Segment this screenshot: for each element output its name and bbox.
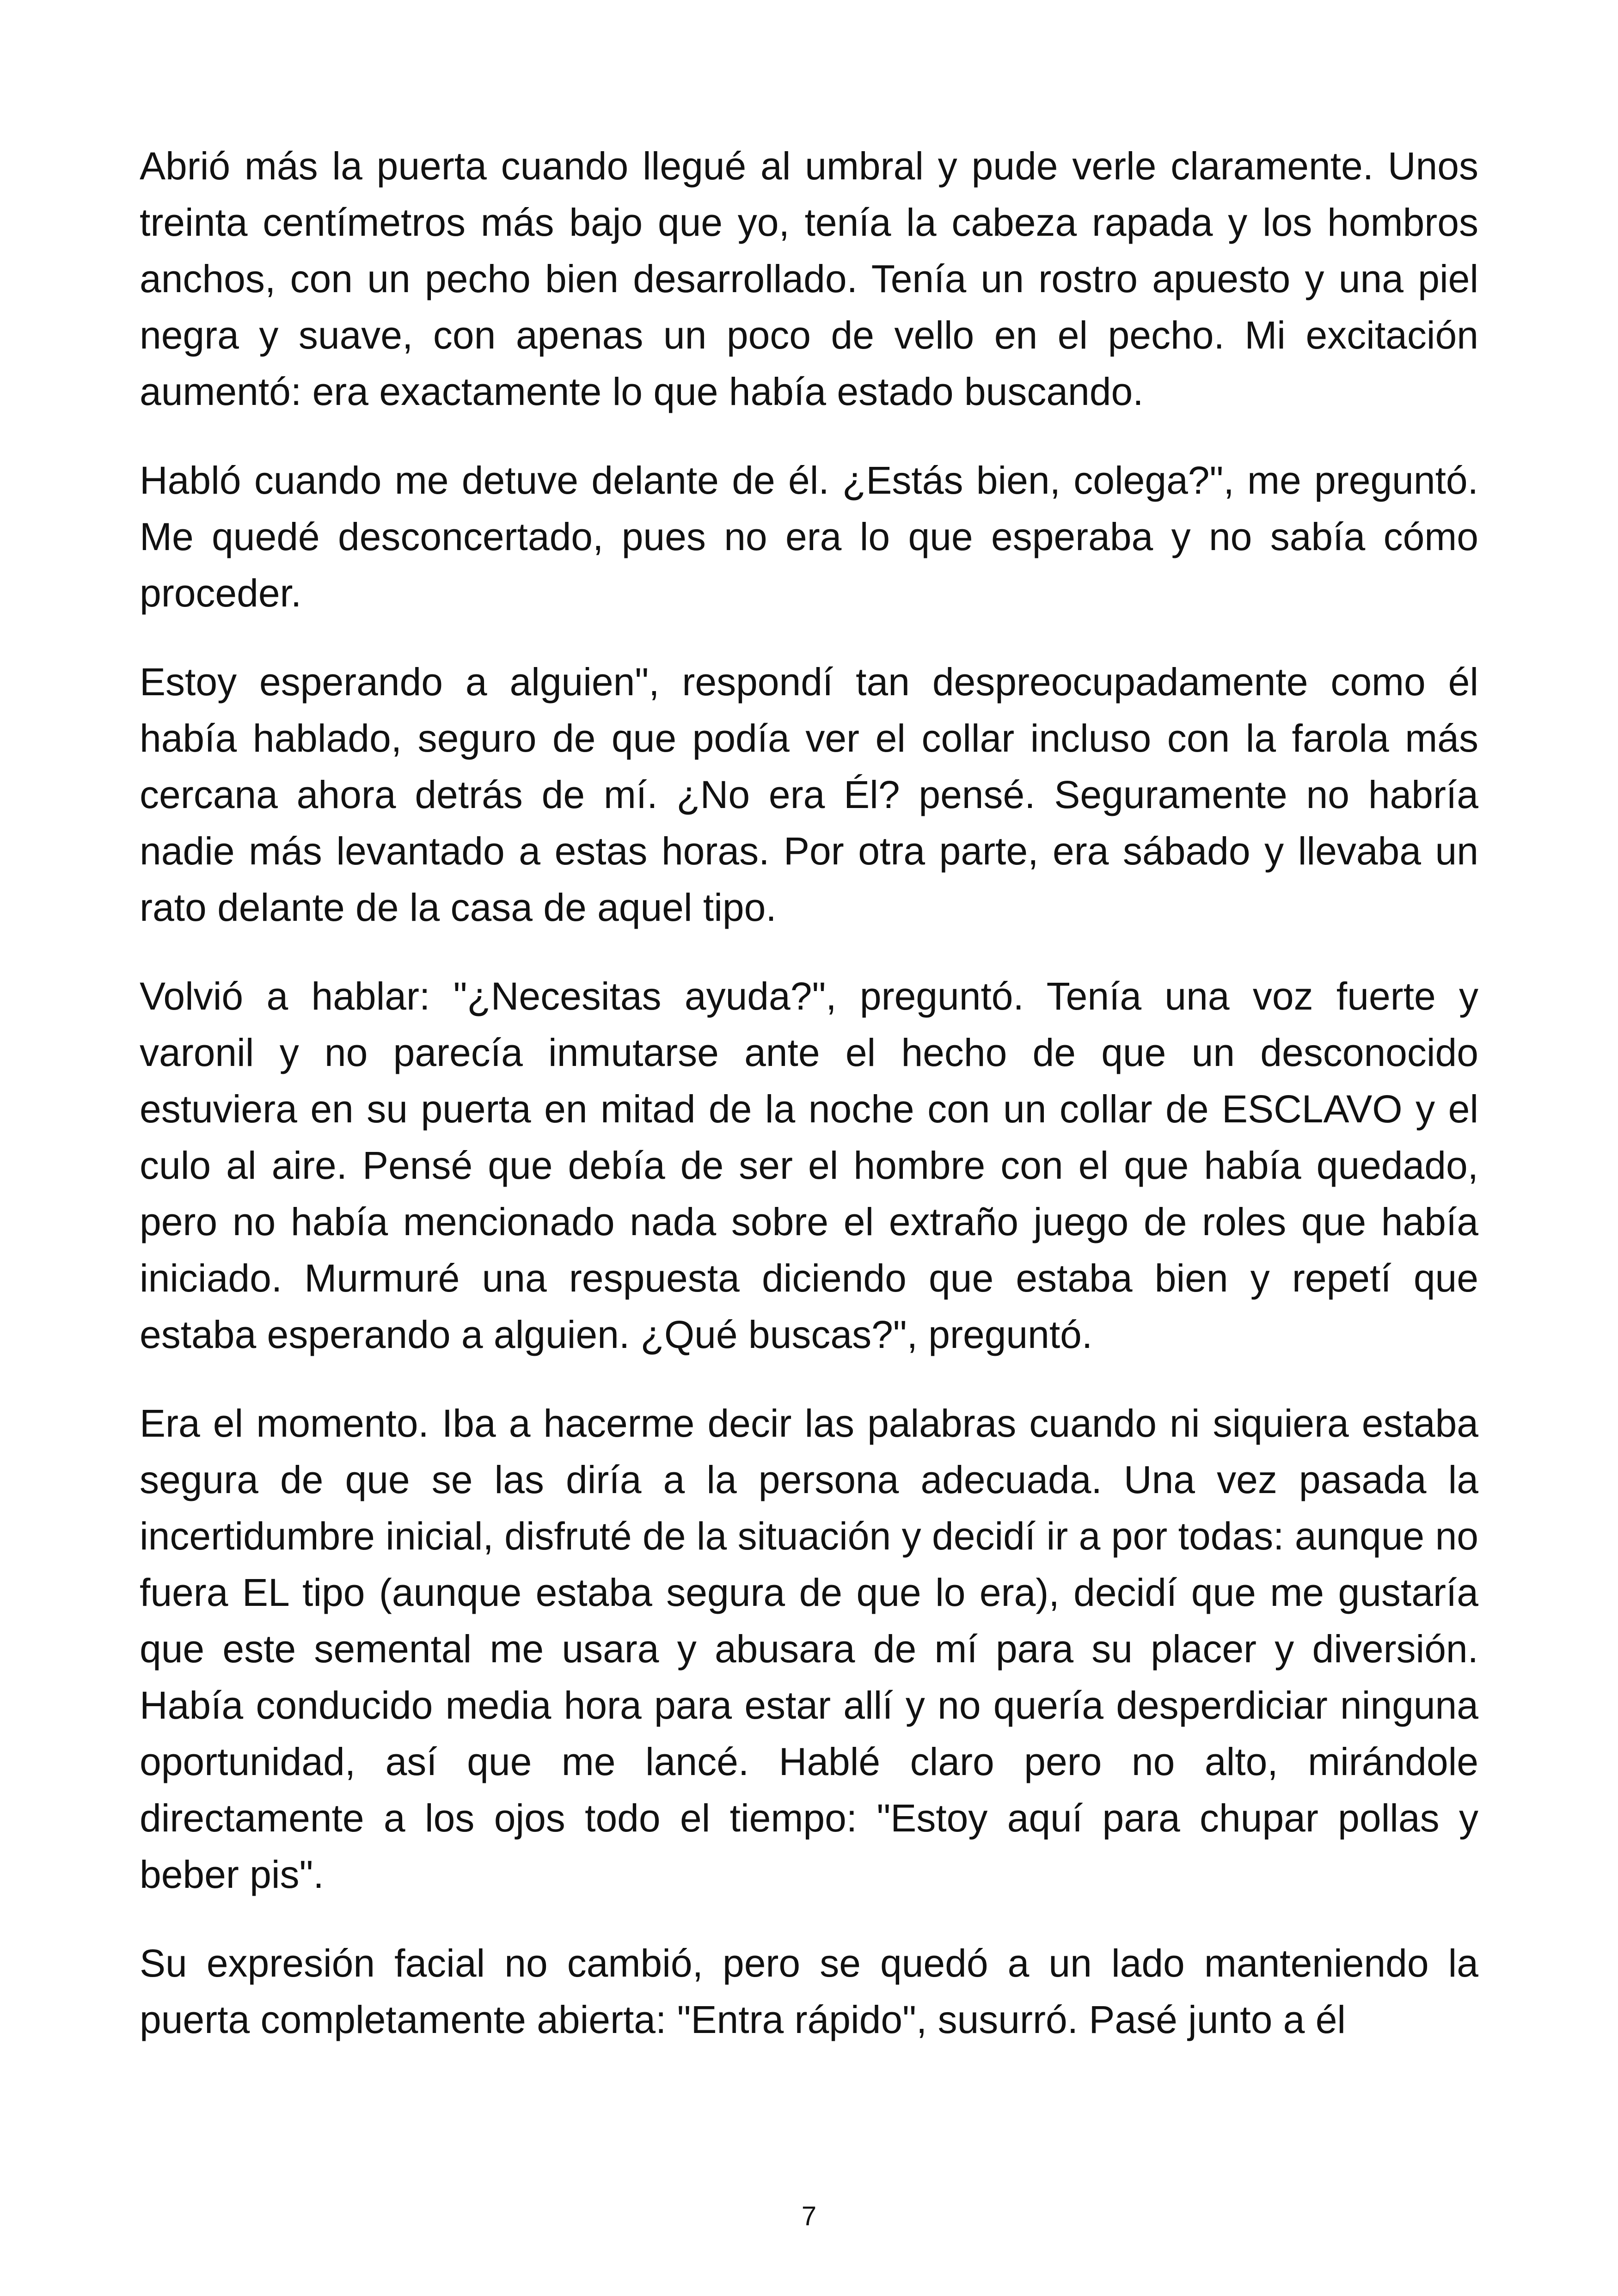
paragraph-2: Habló cuando me detuve delante de él. ¿Estás bien, colega?", me preguntó. Me quedé desconcertado, pues no era lo que esperaba y no sabía cómo proceder. <box>140 459 1478 615</box>
paragraph-6: Su expresión facial no cambió, pero se quedó a un lado manteniendo la puerta completamente abierta: "Entra rápido", susurró. Pasé junto a él <box>140 1941 1478 2041</box>
body-text <box>140 138 1478 2080</box>
paragraph-1: Abrió más la puerta cuando llegué al umbral y pude verle claramente. Unos treinta centímetros más bajo que yo, tenía la cabeza rapada y los hombros anchos, con un pecho bien desarrollado. Tenía un rostro apuesto y una piel negra y suave, con apenas un poco de vello en el pecho. Mi excitación aumentó: era exactamente lo que había estado buscando. <box>140 144 1478 413</box>
paragraph-3: Estoy esperando a alguien", respondí tan despreocupadamente como él había hablado, seguro de que podía ver el collar incluso con la farola más cercana ahora detrás de mí. ¿No era Él? pensé. Seguramente no habría nadie más levantado a estas horas. Por otra parte, era sábado y llevaba un rato delante de la casa de aquel tipo. <box>140 660 1478 929</box>
paragraph-5: Era el momento. Iba a hacerme decir las palabras cuando ni siquiera estaba segura de que se las diría a la persona adecuada. Una vez pasada la incertidumbre inicial, disfruté de la situación y decidí ir a por todas: aunque no fuera EL tipo (aunque estaba segura de que lo era), decidí que me gustaría que este semental me usara y abusara de mí para su placer y diversión. Había conducido media hora para estar allí y no quería desperdiciar ninguna oportunidad, así que me lancé. Hablé claro pero no alto, mirándole directamente a los ojos todo el tiempo: "Estoy aquí para chupar pollas y beber pis". <box>140 1402 1478 1896</box>
paragraph-4: Volvió a hablar: "¿Necesitas ayuda?", preguntó. Tenía una voz fuerte y varonil y no parecía inmutarse ante el hecho de que un desconocido estuviera en su puerta en mitad de la noche con un collar de ESCLAVO y el culo al aire. Pensé que debía de ser el hombre con el que había quedado, pero no había mencionado nada sobre el extraño juego de roles que había iniciado. Murmuré una respuesta diciendo que estaba bien y repetí que estaba esperando a alguien. ¿Qué buscas?", preguntó. <box>140 974 1478 1356</box>
page-number: 7 <box>801 2201 817 2231</box>
